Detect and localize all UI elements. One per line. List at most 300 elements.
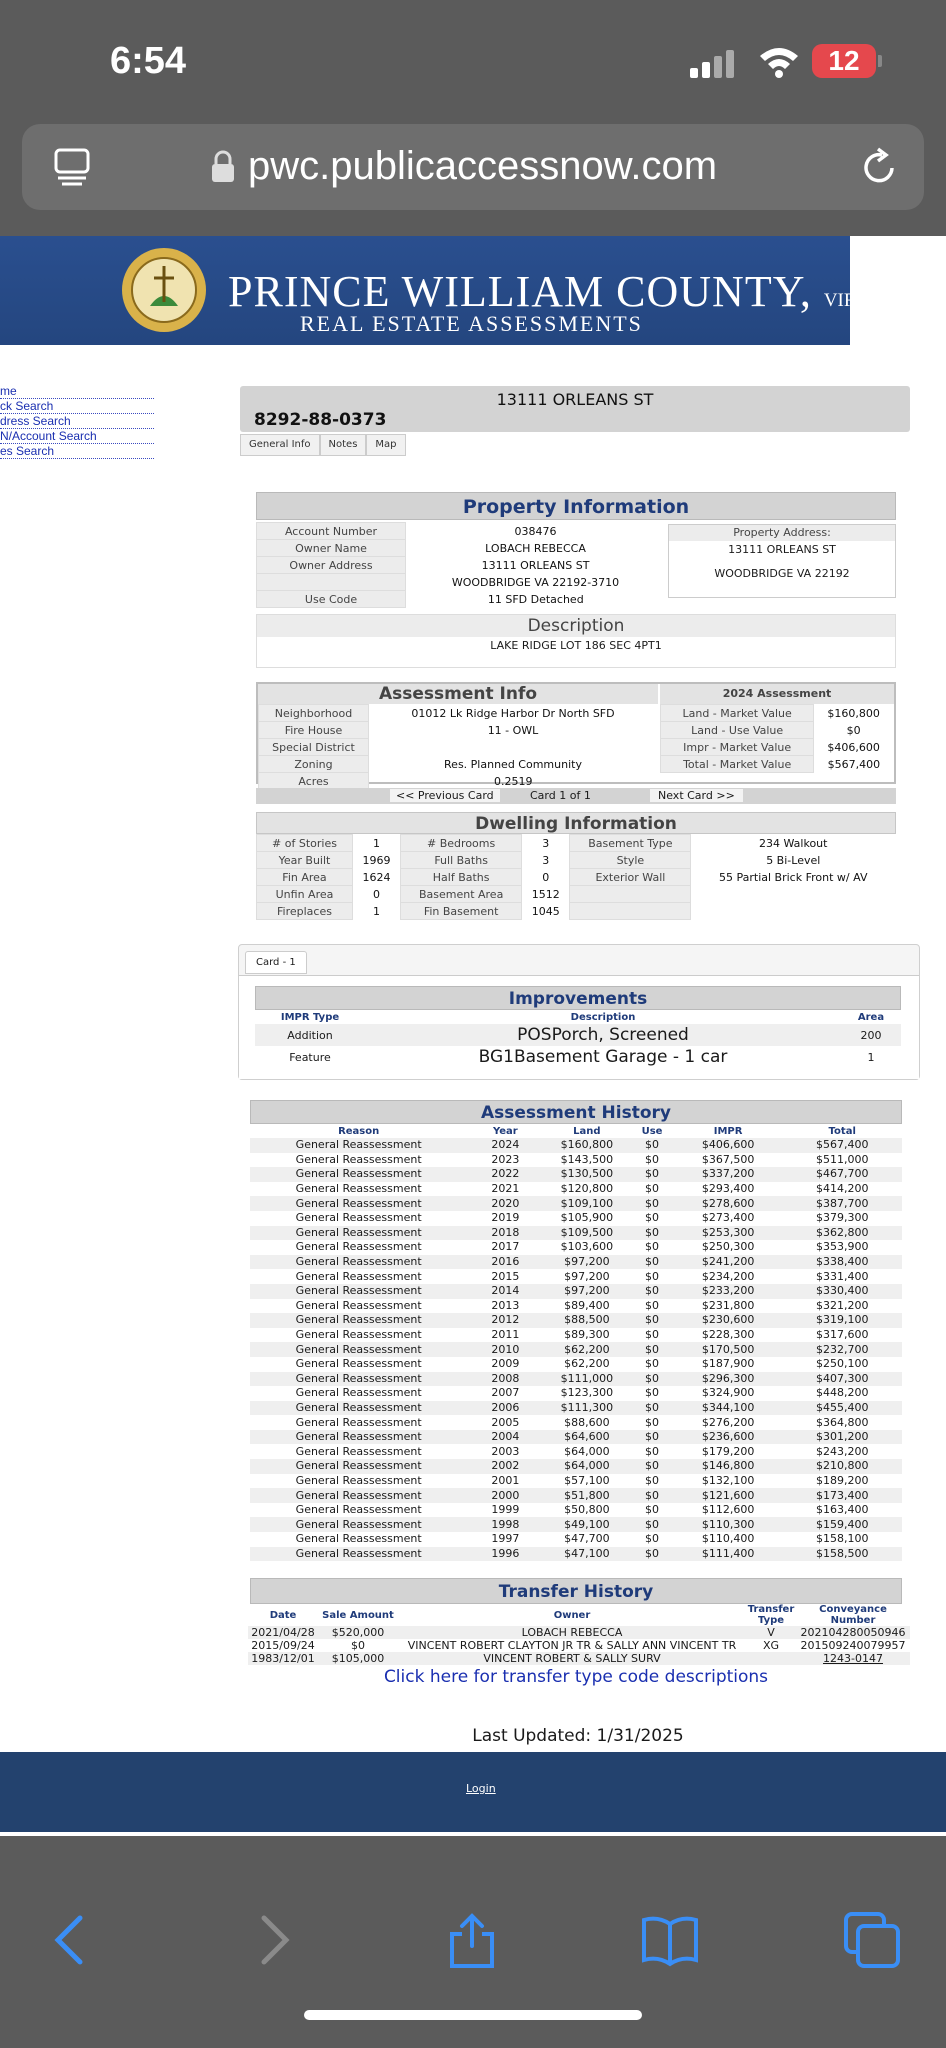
status-bar	[0, 0, 946, 120]
nav-link-sales-search[interactable]: es Search	[0, 444, 154, 459]
history-row	[250, 1372, 902, 1387]
bookmarks-icon[interactable]	[640, 1910, 700, 1970]
lock-icon	[210, 150, 236, 184]
history-cell: $132,100	[701, 1473, 755, 1487]
history-cell: $0	[645, 1182, 660, 1196]
property-address-line2: WOODBRIDGE VA 22192	[714, 567, 850, 580]
dwelling-row	[257, 835, 896, 852]
transfer-history-section	[250, 1578, 906, 1698]
history-cell: $47,100	[543, 1547, 630, 1562]
history-cell: $50,800	[564, 1503, 610, 1517]
history-cell: $0	[645, 1240, 660, 1254]
last-updated: Last Updated: 1/31/2025	[472, 1726, 684, 1746]
history-row	[250, 1459, 902, 1474]
history-cell: $243,200	[815, 1444, 869, 1458]
dwelling-title: Dwelling Information	[256, 812, 896, 834]
previous-card-button[interactable]: << Previous Card	[390, 789, 500, 802]
label-blank	[257, 574, 406, 591]
history-cell: General Reassessment	[295, 1298, 422, 1312]
history-cell: General Reassessment	[295, 1444, 422, 1458]
dwelling-label: Fireplaces	[257, 903, 353, 920]
history-cell: $0	[645, 1386, 660, 1400]
history-cell: General Reassessment	[250, 1517, 467, 1532]
history-cell: $97,200	[564, 1269, 610, 1283]
history-cell: 2009	[491, 1357, 520, 1371]
history-cell: General Reassessment	[250, 1138, 467, 1153]
history-cell: General Reassessment	[250, 1372, 467, 1387]
history-row	[250, 1357, 902, 1372]
history-cell: $273,400	[701, 1211, 755, 1225]
county-banner	[0, 236, 911, 345]
history-row	[250, 1313, 902, 1328]
property-address-label: Property Address:	[669, 525, 895, 541]
impr-type-1: Addition	[287, 1028, 333, 1042]
transfer-history-title: Transfer History	[250, 1578, 902, 1604]
parcel-number: 8292-88-0373	[254, 410, 387, 430]
label-fire-house: Fire House	[259, 722, 369, 739]
value-owner-name: LOBACH REBECCA	[485, 541, 586, 555]
history-cell: $0	[630, 1313, 673, 1328]
history-cell: $49,100	[543, 1517, 630, 1532]
history-header: Year	[492, 1125, 518, 1137]
dwelling-value: 1624	[362, 870, 391, 884]
wifi-icon	[758, 44, 800, 78]
history-cell: $62,200	[564, 1357, 610, 1371]
transfer-date-2: 2015/09/24	[251, 1639, 315, 1652]
impr-type-2: Feature	[289, 1050, 331, 1064]
history-cell: General Reassessment	[250, 1226, 467, 1241]
history-cell: $0	[645, 1532, 660, 1546]
history-header: Reason	[338, 1125, 380, 1137]
assessment-year-title: 2024 Assessment	[660, 684, 894, 704]
dwelling-value: 3	[542, 836, 550, 850]
dwelling-table	[256, 834, 896, 920]
history-cell: $105,900	[560, 1211, 614, 1225]
history-row	[250, 1386, 902, 1401]
history-cell: $163,400	[815, 1503, 869, 1517]
dwelling-label: Basement Type	[570, 835, 691, 852]
history-cell: $233,200	[674, 1284, 783, 1299]
history-cell: $0	[630, 1372, 673, 1387]
tab-general-info[interactable]: General Info	[240, 434, 320, 456]
reload-icon[interactable]	[858, 146, 900, 188]
nav-link-home[interactable]: me	[0, 384, 154, 399]
dwelling-label: Full Baths	[401, 852, 522, 869]
history-cell: $231,800	[701, 1298, 755, 1312]
history-cell: 2015	[491, 1269, 520, 1283]
impr-desc-2: BG1Basement Garage - 1 car	[478, 1047, 728, 1067]
history-cell: $0	[630, 1488, 673, 1503]
label-impr-market: Impr - Market Value	[661, 739, 814, 756]
history-row	[250, 1196, 902, 1211]
history-cell: $407,300	[782, 1372, 902, 1387]
history-cell: $0	[630, 1459, 673, 1474]
dwelling-value: 1	[373, 904, 380, 918]
nav-link-address-search[interactable]: dress Search	[0, 414, 154, 429]
history-cell: General Reassessment	[250, 1488, 467, 1503]
history-cell: $337,200	[674, 1167, 783, 1182]
parcel-address: 13111 ORLEANS ST	[496, 390, 654, 409]
history-cell: $228,300	[701, 1328, 755, 1342]
history-cell: $179,200	[701, 1444, 755, 1458]
history-cell: $467,700	[782, 1167, 902, 1182]
history-cell: 1997	[491, 1532, 520, 1546]
value-impr-market: $406,600	[827, 740, 880, 754]
dwelling-value: 234 Walkout	[759, 836, 828, 850]
address-bar[interactable]	[22, 124, 924, 210]
impr-area-1: 200	[860, 1028, 882, 1042]
header-description: Description	[570, 1011, 636, 1023]
history-row	[250, 1430, 902, 1445]
history-cell: $232,700	[782, 1342, 902, 1357]
dwelling-row	[257, 886, 896, 903]
history-cell: 2018	[467, 1226, 543, 1241]
dwelling-label: Exterior Wall	[570, 869, 691, 886]
history-cell: $88,600	[564, 1415, 610, 1429]
history-cell: 1996	[467, 1547, 543, 1562]
improvements-card	[238, 944, 920, 1080]
history-cell: 2022	[467, 1167, 543, 1182]
history-row	[250, 1284, 902, 1299]
history-cell: $0	[645, 1357, 660, 1371]
dwelling-value: 3	[542, 853, 550, 867]
dwelling-value: 5 Bi-Level	[766, 853, 821, 867]
header-conveyance: Conveyance Number	[819, 1604, 887, 1626]
value-total-market: $567,400	[827, 757, 881, 771]
history-cell: $379,300	[815, 1211, 869, 1225]
history-cell: General Reassessment	[250, 1255, 467, 1270]
history-cell: $338,400	[782, 1255, 902, 1270]
history-row	[250, 1503, 902, 1518]
back-icon[interactable]	[40, 1910, 100, 1970]
history-cell: 1998	[467, 1517, 543, 1532]
history-cell: $0	[630, 1196, 673, 1211]
label-zoning: Zoning	[259, 756, 369, 773]
parcel-tabs	[240, 434, 406, 456]
history-header: Land	[573, 1125, 601, 1137]
label-owner-address: Owner Address	[257, 557, 406, 574]
history-cell: $317,600	[815, 1328, 869, 1342]
history-row	[250, 1401, 902, 1416]
dwelling-label: Fin Basement	[401, 903, 522, 920]
description-box	[256, 614, 896, 668]
history-cell: 2006	[467, 1401, 543, 1416]
history-cell: $173,400	[782, 1488, 902, 1503]
header-sale-amount: Sale Amount	[322, 1609, 394, 1621]
history-row	[250, 1444, 902, 1459]
county-seal-icon	[120, 246, 208, 334]
history-header-row	[250, 1124, 902, 1138]
label-special-district: Special District	[259, 739, 369, 756]
history-cell: 2017	[491, 1240, 520, 1254]
assessment-history-table	[250, 1124, 902, 1561]
tabs-icon[interactable]	[842, 1910, 902, 1970]
dwelling-value: 1969	[362, 853, 391, 867]
history-cell: 2019	[491, 1211, 520, 1225]
history-cell: 2021	[491, 1182, 520, 1196]
assessment-info-title: Assessment Info	[258, 684, 658, 704]
history-cell: $253,300	[674, 1226, 783, 1241]
description-label: Description	[257, 615, 895, 637]
history-cell: $296,300	[674, 1372, 783, 1387]
label-land-market: Land - Market Value	[661, 705, 814, 722]
transfer-owner-3: VINCENT ROBERT & SALLY SURV	[483, 1652, 661, 1665]
history-cell: $241,200	[674, 1255, 783, 1270]
header-date: Date	[269, 1609, 297, 1621]
label-total-market: Total - Market Value	[661, 756, 814, 773]
history-cell: 1999	[491, 1503, 520, 1517]
parcel-header	[240, 386, 910, 432]
history-cell: 2020	[467, 1196, 543, 1211]
dwelling-value	[691, 903, 896, 920]
history-cell: $230,600	[674, 1313, 783, 1328]
dwelling-label	[570, 903, 691, 920]
history-row	[250, 1211, 902, 1226]
history-cell: $158,100	[815, 1532, 869, 1546]
history-cell: $159,400	[782, 1517, 902, 1532]
impr-desc-1: POSPorch, Screened	[517, 1025, 689, 1045]
assessment-history-section	[250, 1100, 902, 1566]
improvements-table	[255, 1010, 901, 1068]
dwelling-value: 1045	[531, 904, 560, 918]
history-cell: 2012	[467, 1313, 543, 1328]
header-impr-type: IMPR Type	[280, 1011, 340, 1023]
dwelling-label	[570, 886, 691, 903]
card-indicator: Card 1 of 1	[530, 789, 591, 802]
history-cell: $112,600	[701, 1503, 755, 1517]
history-cell: $353,900	[815, 1240, 869, 1254]
transfer-type-2: XG	[762, 1639, 780, 1652]
history-cell: $406,600	[674, 1138, 783, 1153]
history-cell: $158,500	[782, 1547, 902, 1562]
history-cell: 2013	[491, 1298, 520, 1312]
transfer-amount-1: $520,000	[331, 1626, 385, 1639]
history-cell: $143,500	[560, 1152, 614, 1166]
history-cell: $64,600	[543, 1430, 630, 1445]
history-cell: $130,500	[543, 1167, 630, 1182]
history-cell: $0	[645, 1415, 660, 1429]
history-row	[250, 1532, 902, 1547]
history-row	[250, 1255, 902, 1270]
history-cell: $0	[645, 1152, 660, 1166]
url-text[interactable]: pwc.publicaccessnow.com	[248, 144, 718, 188]
history-cell: $109,500	[543, 1226, 630, 1241]
history-cell: $278,600	[674, 1196, 783, 1211]
property-address-line1: 13111 ORLEANS ST	[728, 543, 836, 556]
dwelling-value: 55 Partial Brick Front w/ AV	[719, 870, 868, 884]
history-cell: $0	[630, 1517, 673, 1532]
nav-link-quick-search[interactable]: ck Search	[0, 399, 154, 414]
history-cell: $0	[630, 1226, 673, 1241]
transfer-date-3: 1983/12/01	[251, 1652, 315, 1665]
history-cell: $120,800	[560, 1182, 614, 1196]
history-cell: General Reassessment	[250, 1430, 467, 1445]
history-cell: 2003	[491, 1444, 520, 1458]
transfer-amount-2: $0	[351, 1639, 365, 1652]
history-cell: $47,700	[564, 1532, 610, 1546]
value-use-code: 11 SFD Detached	[487, 592, 584, 606]
history-cell: $364,800	[815, 1415, 869, 1429]
history-cell: 2024	[467, 1138, 543, 1153]
history-cell: $234,200	[701, 1269, 755, 1283]
dwelling-row	[257, 852, 896, 869]
history-cell: General Reassessment	[295, 1240, 422, 1254]
history-cell: $0	[645, 1269, 660, 1283]
history-cell: $210,800	[782, 1459, 902, 1474]
history-row	[250, 1269, 902, 1284]
dwelling-label: # Bedrooms	[401, 835, 522, 852]
label-land-use: Land - Use Value	[661, 722, 814, 739]
history-cell: $0	[630, 1547, 673, 1562]
history-cell: General Reassessment	[250, 1313, 467, 1328]
history-cell: $109,100	[543, 1196, 630, 1211]
history-row	[250, 1547, 902, 1562]
dwelling-row	[257, 869, 896, 886]
history-cell: 2008	[467, 1372, 543, 1387]
history-cell: $236,600	[674, 1430, 783, 1445]
value-account-number: 038476	[514, 524, 557, 538]
history-row	[250, 1342, 902, 1357]
web-page	[0, 236, 946, 1836]
tab-overview-icon[interactable]	[52, 146, 92, 188]
history-cell: General Reassessment	[295, 1152, 422, 1166]
header-owner: Owner	[553, 1609, 591, 1621]
history-cell: $189,200	[815, 1473, 869, 1487]
history-row	[250, 1415, 902, 1430]
history-cell: General Reassessment	[250, 1167, 467, 1182]
history-cell: 2011	[491, 1328, 520, 1342]
history-cell: General Reassessment	[250, 1196, 467, 1211]
card-tab[interactable]: Card - 1	[245, 951, 307, 974]
history-cell: General Reassessment	[250, 1547, 467, 1562]
property-info-title: Property Information	[256, 492, 896, 520]
dwelling-value	[691, 886, 896, 903]
label-owner-name: Owner Name	[257, 540, 406, 557]
forward-icon[interactable]	[244, 1910, 304, 1970]
value-neighborhood: 01012 Lk Ridge Harbor Dr North SFD	[411, 706, 615, 720]
dwelling-label: Half Baths	[401, 869, 522, 886]
property-info-section	[256, 492, 896, 668]
value-owner-address-1: 13111 ORLEANS ST	[481, 558, 590, 572]
history-row	[250, 1328, 902, 1343]
improvements-body	[239, 975, 919, 1079]
card-navigation	[256, 788, 896, 804]
history-cell: $170,500	[674, 1342, 783, 1357]
property-info-table	[256, 522, 666, 608]
history-cell: $0	[645, 1444, 660, 1458]
history-cell: $64,000	[543, 1459, 630, 1474]
history-cell: $0	[645, 1473, 660, 1487]
history-cell: $187,900	[701, 1357, 755, 1371]
history-cell: $110,400	[701, 1532, 755, 1546]
page-footer	[0, 1752, 946, 1832]
history-cell: $146,800	[674, 1459, 783, 1474]
transfer-conveyance-link-3[interactable]: 1243-0147	[823, 1652, 883, 1665]
transfer-type-codes-link[interactable]: Click here for transfer type code descriptions	[383, 1667, 769, 1687]
history-row	[250, 1240, 902, 1255]
history-cell: $387,700	[782, 1196, 902, 1211]
history-cell: General Reassessment	[250, 1284, 467, 1299]
header-area: Area	[857, 1011, 885, 1023]
tab-notes[interactable]: Notes	[320, 434, 367, 456]
history-cell: General Reassessment	[295, 1532, 422, 1546]
history-cell: General Reassessment	[295, 1182, 422, 1196]
history-cell: General Reassessment	[295, 1415, 422, 1429]
history-cell: $414,200	[815, 1182, 869, 1196]
battery-tip	[878, 55, 882, 67]
value-land-market: $160,800	[827, 706, 880, 720]
history-cell: $51,800	[543, 1488, 630, 1503]
dwelling-label: Unfin Area	[257, 886, 353, 903]
dwelling-value: 1512	[531, 887, 560, 901]
history-cell: $0	[630, 1430, 673, 1445]
value-land-use: $0	[846, 723, 861, 737]
history-cell: General Reassessment	[295, 1386, 422, 1400]
improvements-title: Improvements	[255, 986, 901, 1010]
history-cell: $0	[630, 1284, 673, 1299]
history-cell: $0	[645, 1298, 660, 1312]
history-cell: 2016	[467, 1255, 543, 1270]
history-cell: $293,400	[701, 1182, 755, 1196]
home-indicator	[304, 2010, 642, 2020]
history-cell: 2007	[491, 1386, 520, 1400]
improvements-section	[255, 986, 901, 1068]
history-row	[250, 1138, 902, 1153]
transfer-date-1: 2021/04/28	[251, 1626, 315, 1639]
transfer-owner-1: LOBACH REBECCA	[521, 1626, 623, 1639]
banner-subtitle: REAL ESTATE ASSESSMENTS	[300, 311, 643, 336]
history-row	[250, 1517, 902, 1532]
value-special-district	[369, 739, 658, 756]
tab-map[interactable]: Map	[366, 434, 405, 456]
transfer-conveyance-1: 202104280050946	[800, 1626, 906, 1639]
share-icon[interactable]	[442, 1910, 502, 1970]
nav-link-account-search[interactable]: N/Account Search	[0, 429, 154, 444]
history-cell: 2001	[491, 1473, 520, 1487]
login-link[interactable]: Login	[466, 1782, 496, 1795]
impr-area-2: 1	[867, 1050, 875, 1064]
history-cell: 2000	[467, 1488, 543, 1503]
banner-title: PRINCE WILLIAM COUNTY, VIRGINIA	[228, 267, 911, 316]
history-cell: $276,200	[701, 1415, 755, 1429]
history-cell: $324,900	[701, 1386, 755, 1400]
dwelling-label: Basement Area	[401, 886, 522, 903]
history-cell: $111,000	[543, 1372, 630, 1387]
dwelling-label: Year Built	[257, 852, 353, 869]
history-cell: $88,500	[543, 1313, 630, 1328]
history-cell: $455,400	[782, 1401, 902, 1416]
history-cell: $160,800	[543, 1138, 630, 1153]
history-cell: $301,200	[782, 1430, 902, 1445]
label-acres: Acres	[259, 773, 369, 790]
history-cell: $250,100	[815, 1357, 869, 1371]
label-neighborhood: Neighborhood	[259, 705, 369, 722]
transfer-conveyance-2: 201509240079957	[800, 1639, 906, 1652]
history-cell: $0	[630, 1255, 673, 1270]
history-cell: $362,800	[782, 1226, 902, 1241]
history-row	[250, 1182, 902, 1197]
history-cell: $64,000	[564, 1444, 610, 1458]
dwelling-value: 1	[373, 836, 380, 850]
history-cell: $121,600	[674, 1488, 783, 1503]
clock: 6:54	[110, 40, 187, 82]
history-cell: $62,200	[543, 1342, 630, 1357]
header-transfer-type: Transfer Type	[747, 1604, 795, 1626]
next-card-button[interactable]: Next Card >>	[650, 789, 743, 802]
label-account-number: Account Number	[257, 523, 406, 540]
transfer-amount-3: $105,000	[331, 1652, 385, 1665]
history-cell: $111,400	[674, 1547, 783, 1562]
